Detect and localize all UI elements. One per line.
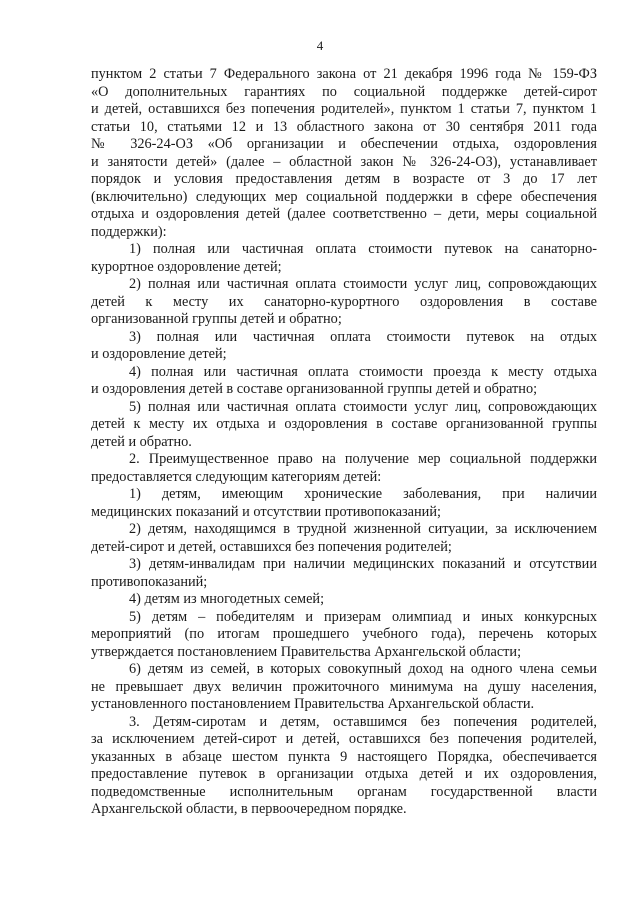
- text-line: и оздоровления детей в составе организованной группы детей и обратно;: [91, 381, 538, 397]
- text-line: № 326-24-ОЗ «Об организации и обеспечении отдыха, оздоровления: [91, 136, 597, 152]
- text-line: 2. Преимущественное право на получение мер социальной поддержки: [129, 451, 597, 467]
- text-line: детей к месту их отдыха и оздоровления в составе организованной группы: [91, 416, 597, 432]
- text-line: отдыха и оздоровления детей (далее соответственно – дети, меры социальной: [91, 206, 597, 222]
- text-line: статьи 10, статьями 12 и 13 областного закона от 30 сентября 2011 года: [91, 118, 597, 135]
- text-line: 2) полная или частичная оплата стоимости услуг лиц, сопровождающих: [129, 276, 597, 292]
- text-line: 2) детям, находящимся в трудной жизненной ситуации, за исключением: [129, 521, 597, 537]
- text-line: (включительно) следующих мер социальной поддержки в сфере обеспечения: [91, 188, 597, 205]
- text-line: и детей, оставшихся без попечения родителей», пунктом 1 статьи 7, пунктом 1: [91, 101, 597, 117]
- text-line: 3) детям-инвалидам при наличии медицинских показаний и отсутствии: [129, 556, 597, 572]
- text-line: 6) детям из семей, в которых совокупный доход на одного члена семьи: [129, 661, 597, 677]
- text-line: пунктом 2 статьи 7 Федерального закона от 21 декабря 1996 года № 159-ФЗ: [91, 66, 597, 82]
- text-line: 3) полная или частичная оплата стоимости путевок на отдых: [129, 328, 597, 345]
- text-line: за исключением детей-сирот и детей, оставшихся без попечения родителей,: [91, 731, 597, 747]
- text-line: 4) полная или частичная оплата стоимости проезда к месту отдыха: [129, 363, 597, 380]
- text-line: противопоказаний;: [91, 573, 208, 590]
- text-line: предоставление путевок в организации отдыха детей и их оздоровления,: [91, 766, 597, 782]
- text-line: детей-сирот и детей, оставшихся без попечения родителей;: [91, 538, 452, 555]
- text-line: 5) полная или частичная оплата стоимости услуг лиц, сопровождающих: [129, 398, 597, 415]
- text-line: медицинских показаний и отсутствии противопоказаний;: [91, 503, 441, 520]
- text-line: и оздоровление детей;: [91, 346, 227, 362]
- text-line: 5) детям – победителям и призерам олимпиад и иных конкурсных: [129, 608, 597, 625]
- document-body: [91, 66, 597, 819]
- text-line: установленного постановлением Правительства Архангельской области.: [91, 696, 535, 712]
- text-line: и занятости детей» (далее – областной закон № 326-24-ОЗ), устанавливает: [91, 153, 597, 170]
- page-number: 4: [316, 38, 324, 53]
- text-line: поддержки):: [91, 223, 167, 240]
- text-line: 4) детям из многодетных семей;: [129, 591, 325, 607]
- text-line: курортное оздоровление детей;: [91, 258, 282, 275]
- text-line: детей и обратно.: [91, 433, 192, 450]
- text-line: 3. Детям-сиротам и детям, оставшимся без попечения родителей,: [129, 713, 597, 730]
- text-line: не превышает двух величин прожиточного минимума на душу населения,: [91, 678, 597, 695]
- text-line: мероприятий (по итогам прошедшего учебного года), перечень которых: [91, 626, 597, 642]
- text-line: 1) полная или частичная оплата стоимости путевок на санаторно-: [129, 241, 597, 257]
- text-line: Архангельской области, в первоочередном порядке.: [91, 801, 407, 817]
- text-line: детей к месту их санаторно-курортного оздоровления в составе: [91, 293, 597, 310]
- text-line: порядок и условия предоставления детям в возрасте от 3 до 17 лет: [91, 171, 597, 187]
- text-line: организованной группы детей и обратно;: [91, 311, 342, 327]
- text-line: «О дополнительных гарантиях по социальной поддержке детей-сирот: [91, 83, 597, 100]
- text-line: утверждается постановлением Правительства Архангельской области;: [91, 643, 522, 660]
- text-line: подведомственные исполнительным органам государственной власти: [91, 783, 597, 800]
- text-line: предоставляется следующим категориям детей:: [91, 468, 382, 485]
- text-line: указанных в абзаце шестом пункта 9 настоящего Порядка, обеспечивается: [91, 748, 597, 765]
- text-line: 1) детям, имеющим хронические заболевания, при наличии: [129, 486, 597, 502]
